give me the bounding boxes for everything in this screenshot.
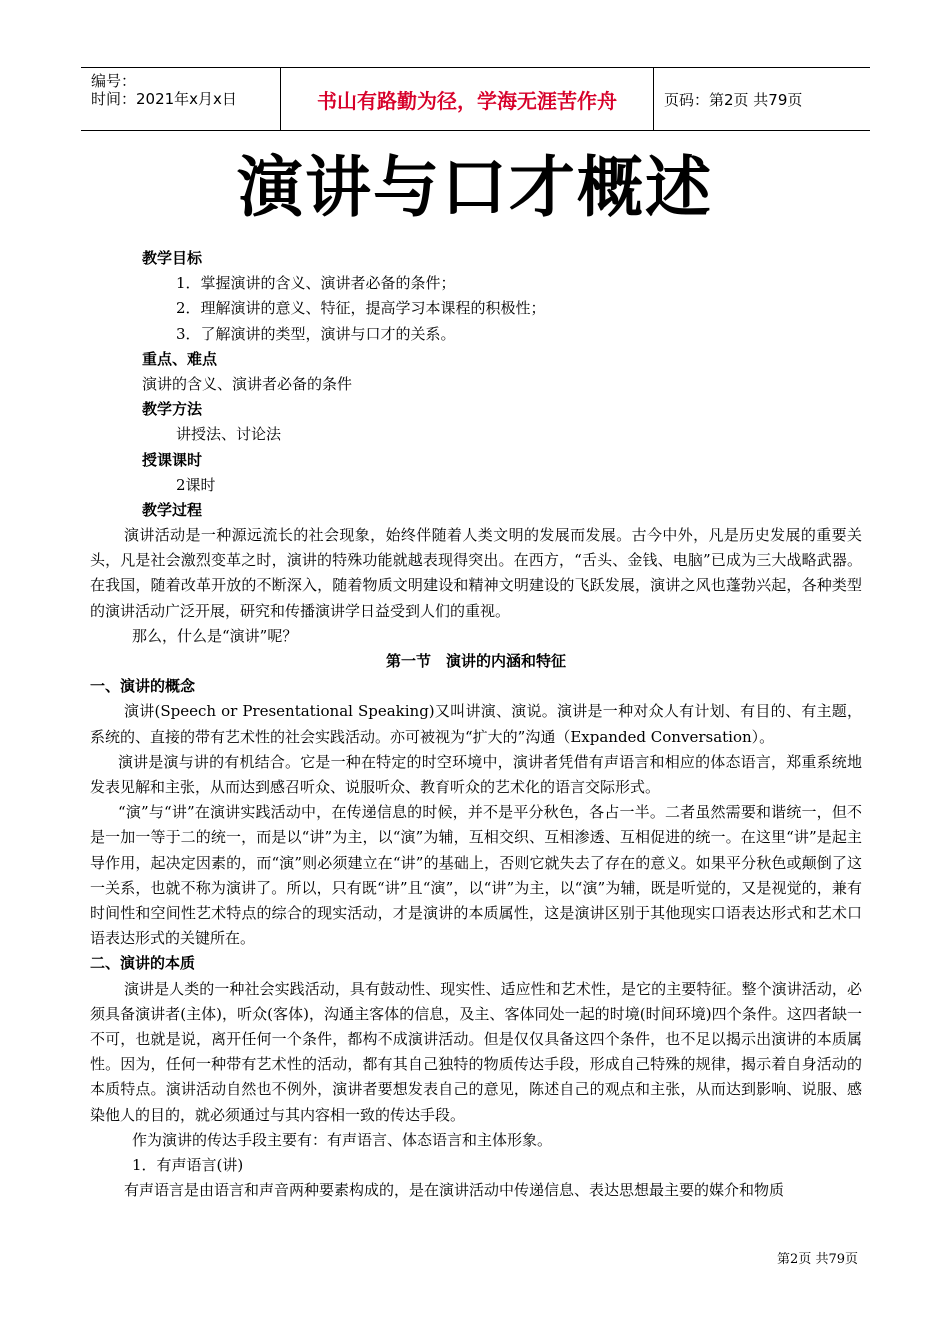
hours-text: 2课时 [176, 475, 216, 494]
section-title: 第一节 演讲的内涵和特征 [385, 652, 566, 671]
process-heading: 教学过程 [142, 500, 203, 519]
key-points-text: 演讲的含义、演讲者必备的条件 [142, 374, 353, 393]
header-table [81, 67, 870, 131]
subheading-spoken-language: 1．有声语言(讲) [132, 1156, 244, 1175]
essence-paragraph-1: 演讲是人类的一种社会实践活动，具有鼓动性、现实性、适应性和艺术性，是它的主要特征。整个演讲活动，必须具备演讲者(主体)，听众(客体)，沟通主客体的信息，及主、客体同处一起的时境(时间环境)四个条件。这四者缺一不可，也就是说，离开任何一个条件，都构不成演讲活动。但是仅仅具备这四个条件，也不足以揭示出演讲的本质属性。因为，任何一种带有艺术性的活动，都有其自己独特的物质传达手段，形成自己特殊的规律，揭示着自身活动的本质特点。演讲活动自然也不例外，演讲者要想发表自己的意见，陈述自己的观点和主张，从而达到影响、说服、感染他人的目的，就必须通过与其内容相一致的传达手段。 [90, 979, 862, 1124]
document-body [90, 246, 862, 1203]
hours-heading: 授课课时 [142, 450, 203, 469]
method-text: 讲授法、讨论法 [176, 425, 282, 444]
essence-paragraph-2: 作为演讲的传达手段主要有：有声语言、体态语言和主体形象。 [132, 1130, 553, 1149]
objective-item: 1．掌握演讲的含义、演讲者必备的条件； [176, 274, 456, 293]
process-question: 那么，什么是“演讲”呢？ [132, 626, 298, 645]
concept-paragraph-1: 演讲(Speech or Presentational Speaking)又叫讲演、演说。演讲是一种对众人有计划、有目的、有主题，系统的、直接的带有艺术性的社会实践活动。亦可被视为“扩大的”沟通（Expanded Conversation）。 [90, 702, 862, 746]
subheading-essence: 二、演讲的本质 [90, 954, 196, 973]
objective-item: 2．理解演讲的意义、特征，提高学习本课程的积极性； [176, 299, 546, 318]
number-label: 编号： [91, 72, 137, 90]
subheading-concept: 一、演讲的概念 [90, 677, 196, 696]
objectives-heading: 教学目标 [142, 249, 203, 267]
header-meta [81, 68, 281, 130]
page-title: 演讲与口才概述 [237, 149, 713, 226]
objective-item: 3．了解演讲的类型，演讲与口才的关系。 [176, 324, 456, 343]
concept-paragraph-2: 演讲是演与讲的有机结合。它是一种在特定的时空环境中，演讲者凭借有声语言和相应的体态语言，郑重系统地发表见解和主张，从而达到感召听众、说服听众、教育听众的艺术化的语言交际形式。 [90, 752, 862, 797]
header-motto: 书山有路勤为径，学海无涯苦作舟 [281, 68, 654, 130]
time-label: 时间：2021年x月x日 [91, 90, 237, 108]
method-heading: 教学方法 [142, 400, 203, 419]
key-points-heading: 重点、难点 [142, 349, 218, 368]
process-paragraph: 演讲活动是一种源远流长的社会现象，始终伴随着人类文明的发展而发展。古今中外，凡是历史发展的重要关头，凡是社会激烈变革之时，演讲的特殊功能就越表现得突出。在西方，“舌头、金钱、电脑”已成为三大战略武器。在我国，随着改革开放的不断深入，随着物质文明建设和精神文明建设的飞跃发展，演讲之风也蓬勃兴起，各种类型的演讲活动广泛开展，研究和传播演讲学日益受到人们的重视。 [90, 526, 862, 620]
page-footer: 第2页 共79页 [777, 1252, 858, 1267]
header-page-info: 页码：第2页 共79页 [664, 90, 803, 109]
concept-paragraph-3: “演”与“讲”在演讲实践活动中，在传递信息的时候，并不是平分秋色，各占一半。二者虽然需要和谐统一，但不是一加一等于二的统一，而是以“讲”为主，以“演”为辅，互相交织、互相渗透、互相促进的统一。在这里“讲”是起主导作用，起决定因素的，而“演”则必须建立在“讲”的基础上，否则它就失去了存在的意义。如果平分秋色或颠倒了这一关系，也就不称为演讲了。所以，只有既“讲”且“演”，以“讲”为主，以“演”为辅，既是听觉的，又是视觉的，兼有时间性和空间性艺术特点的综合的现实活动，才是演讲的本质属性，这是演讲区别于其他现实口语表达形式和艺术口语表达形式的关键所在。 [90, 803, 862, 948]
spoken-language-paragraph: 有声语言是由语言和声音两种要素构成的，是在演讲活动中传递信息、表达思想最主要的媒介和物质 [124, 1181, 785, 1200]
